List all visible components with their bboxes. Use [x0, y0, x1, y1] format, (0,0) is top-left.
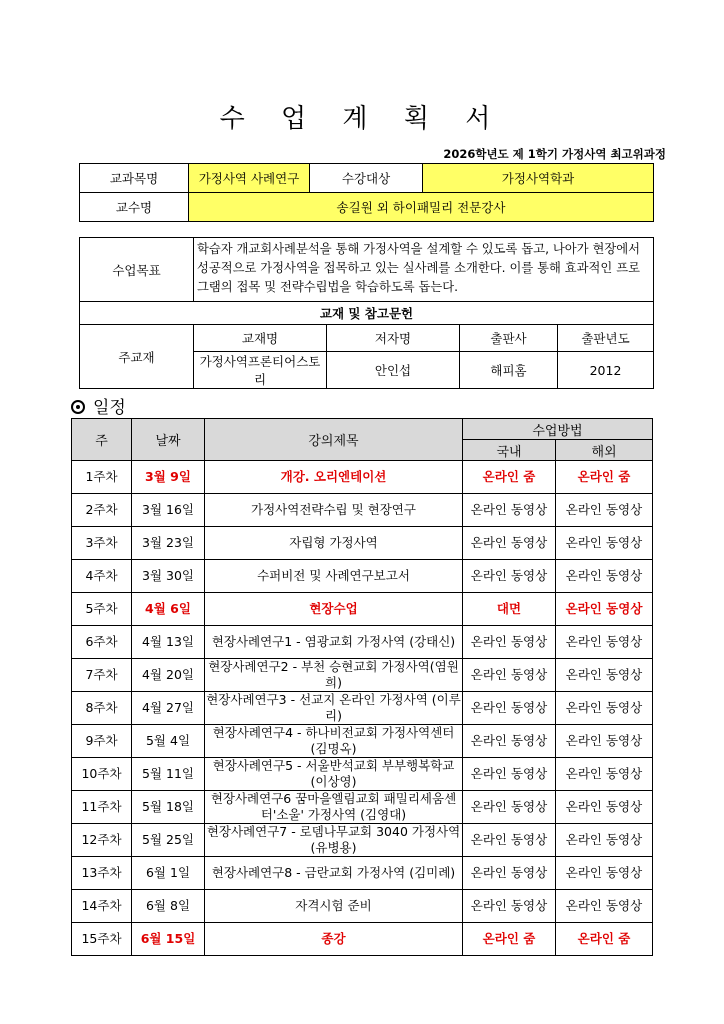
cell-week: 4주차 — [72, 560, 132, 593]
cell-domestic: 온라인 동영상 — [463, 758, 556, 791]
cell-overseas: 온라인 동영상 — [556, 560, 653, 593]
cell-domestic: 온라인 줌 — [463, 461, 556, 494]
cell-date: 3월 16일 — [132, 494, 205, 527]
cell-week: 8주차 — [72, 692, 132, 725]
cell-title: 현장사례연구8 - 금란교회 가정사역 (김미례) — [205, 857, 463, 890]
page-title: 수 업 계 획 서 — [219, 104, 505, 134]
cell-week: 13주차 — [72, 857, 132, 890]
cell-title: 현장사례연구1 - 염광교회 가정사역 (강태신) — [205, 626, 463, 659]
cell-date: 5월 11일 — [132, 758, 205, 791]
cell-date: 5월 4일 — [132, 725, 205, 758]
cell-title: 현장사례연구7 - 로뎀나무교회 3040 가정사역 (유병용) — [205, 824, 463, 857]
table-row — [72, 593, 653, 626]
cell-overseas: 온라인 동영상 — [556, 758, 653, 791]
course-term-subtitle: 2026학년도 제 1학기 가정사역 최고위과정 — [443, 147, 666, 161]
cell-overseas: 온라인 동영상 — [556, 659, 653, 692]
cell-week: 7주차 — [72, 659, 132, 692]
course-goal-table — [79, 237, 654, 389]
cell-week: 10주차 — [72, 758, 132, 791]
cell-title: 현장사례연구2 - 부천 승현교회 가정사역(염원희) — [205, 659, 463, 692]
books-heading: 교재 및 참고문헌 — [80, 302, 654, 325]
table-row — [72, 758, 653, 791]
cell-date: 6월 1일 — [132, 857, 205, 890]
cell-domestic: 온라인 동영상 — [463, 659, 556, 692]
cell-overseas: 온라인 줌 — [556, 923, 653, 956]
bullet-circle-icon — [71, 400, 85, 414]
goal-label: 수업목표 — [80, 238, 194, 302]
cell-domestic: 온라인 동영상 — [463, 857, 556, 890]
cell-week: 9주차 — [72, 725, 132, 758]
cell-title: 현장사례연구6 꿈마을엘림교회 패밀리세움센터'소울' 가정사역 (김영대) — [205, 791, 463, 824]
cell-title: 현장사례연구5 - 서울반석교회 부부행복학교 (이상영) — [205, 758, 463, 791]
cell-week: 1주차 — [72, 461, 132, 494]
cell-overseas: 온라인 동영상 — [556, 593, 653, 626]
cell-domestic: 온라인 동영상 — [463, 560, 556, 593]
cell-date: 5월 18일 — [132, 791, 205, 824]
book-author: 안인섭 — [327, 352, 460, 389]
cell-week: 2주차 — [72, 494, 132, 527]
cell-week: 3주차 — [72, 527, 132, 560]
professor-value: 송길원 외 하이패밀리 전문강사 — [189, 193, 654, 222]
table-row — [72, 692, 653, 725]
cell-overseas: 온라인 동영상 — [556, 725, 653, 758]
target-value: 가정사역학과 — [423, 164, 654, 193]
cell-date: 3월 9일 — [132, 461, 205, 494]
cell-week: 12주차 — [72, 824, 132, 857]
col-date: 날짜 — [132, 419, 205, 461]
book-name: 가정사역프론티어스토리 — [194, 352, 327, 389]
table-row — [72, 527, 653, 560]
cell-week: 11주차 — [72, 791, 132, 824]
cell-title: 현장수업 — [205, 593, 463, 626]
cell-week: 14주차 — [72, 890, 132, 923]
course-label: 교과목명 — [80, 164, 189, 193]
cell-title: 현장사례연구4 - 하나비전교회 가정사역센터(김명옥) — [205, 725, 463, 758]
cell-title: 현장사례연구3 - 선교지 온라인 가정사역 (이루리) — [206, 692, 461, 723]
table-row — [72, 461, 653, 494]
col-week: 주 — [72, 419, 132, 461]
cell-date: 3월 30일 — [132, 560, 205, 593]
table-row — [72, 857, 653, 890]
professor-label: 교수명 — [80, 193, 189, 222]
col-author: 저자명 — [327, 325, 460, 352]
cell-date: 4월 27일 — [132, 692, 205, 725]
table-row — [72, 725, 653, 758]
cell-domestic: 온라인 동영상 — [463, 824, 556, 857]
table-row — [72, 659, 653, 692]
book-year: 2012 — [558, 352, 654, 389]
cell-overseas: 온라인 동영상 — [556, 890, 653, 923]
table-row — [72, 560, 653, 593]
book-publisher: 해피홈 — [460, 352, 558, 389]
cell-domestic: 온라인 동영상 — [463, 725, 556, 758]
schedule-heading — [71, 393, 126, 418]
cell-overseas: 온라인 동영상 — [556, 824, 653, 857]
cell-week: 15주차 — [72, 923, 132, 956]
cell-overseas: 온라인 동영상 — [556, 626, 653, 659]
col-book-name: 교재명 — [194, 325, 327, 352]
cell-week: 5주차 — [72, 593, 132, 626]
cell-domestic: 온라인 동영상 — [463, 692, 556, 725]
table-row — [72, 923, 653, 956]
cell-domestic: 온라인 동영상 — [463, 494, 556, 527]
cell-title: 가정사역전략수립 및 현장연구 — [205, 494, 463, 527]
table-row — [72, 890, 653, 923]
cell-date: 5월 25일 — [132, 824, 205, 857]
cell-date: 3월 23일 — [132, 527, 205, 560]
col-publisher: 출판사 — [460, 325, 558, 352]
cell-title: 수퍼비전 및 사례연구보고서 — [205, 560, 463, 593]
col-overseas: 해외 — [556, 440, 653, 461]
cell-domestic: 온라인 동영상 — [463, 890, 556, 923]
course-value: 가정사역 사례연구 — [189, 164, 310, 193]
cell-overseas: 온라인 동영상 — [556, 857, 653, 890]
cell-title: 개강. 오리엔테이션 — [205, 461, 463, 494]
schedule-table — [71, 418, 653, 956]
cell-overseas: 온라인 동영상 — [556, 494, 653, 527]
target-label: 수강대상 — [310, 164, 423, 193]
cell-date: 4월 6일 — [132, 593, 205, 626]
cell-overseas: 온라인 동영상 — [556, 527, 653, 560]
col-year: 출판년도 — [558, 325, 654, 352]
cell-domestic: 온라인 동영상 — [463, 527, 556, 560]
cell-date: 6월 8일 — [132, 890, 205, 923]
schedule-heading-text: 일정 — [93, 398, 126, 418]
table-row — [72, 626, 653, 659]
cell-date: 4월 13일 — [132, 626, 205, 659]
main-textbook-label: 주교재 — [80, 325, 194, 389]
col-domestic: 국내 — [463, 440, 556, 461]
cell-date: 6월 15일 — [132, 923, 205, 956]
col-title: 강의제목 — [205, 419, 463, 461]
cell-domestic: 온라인 줌 — [463, 923, 556, 956]
cell-title: 자립형 가정사역 — [205, 527, 463, 560]
cell-title: 종강 — [205, 923, 463, 956]
cell-title: 자격시험 준비 — [205, 890, 463, 923]
cell-domestic: 온라인 동영상 — [463, 626, 556, 659]
col-method: 수업방법 — [463, 419, 653, 440]
table-row — [72, 824, 653, 857]
table-row — [72, 494, 653, 527]
cell-overseas: 온라인 동영상 — [556, 692, 653, 725]
cell-date: 4월 20일 — [132, 659, 205, 692]
cell-overseas: 온라인 줌 — [556, 461, 653, 494]
cell-domestic: 온라인 동영상 — [463, 791, 556, 824]
cell-domestic: 대면 — [463, 593, 556, 626]
cell-week: 6주차 — [72, 626, 132, 659]
course-info-table — [79, 163, 654, 222]
table-row — [72, 791, 653, 824]
cell-overseas: 온라인 동영상 — [556, 791, 653, 824]
goal-text: 학습자 개교회사례분석을 통해 가정사역을 설계할 수 있도록 돕고, 나아가 현장에서 성공적으로 가정사역을 접목하고 있는 실사례를 소개한다. 이를 통해 효과적인 프로그램의 접목 및 전략수립법을 학습하도록 돕는다. — [194, 238, 654, 302]
